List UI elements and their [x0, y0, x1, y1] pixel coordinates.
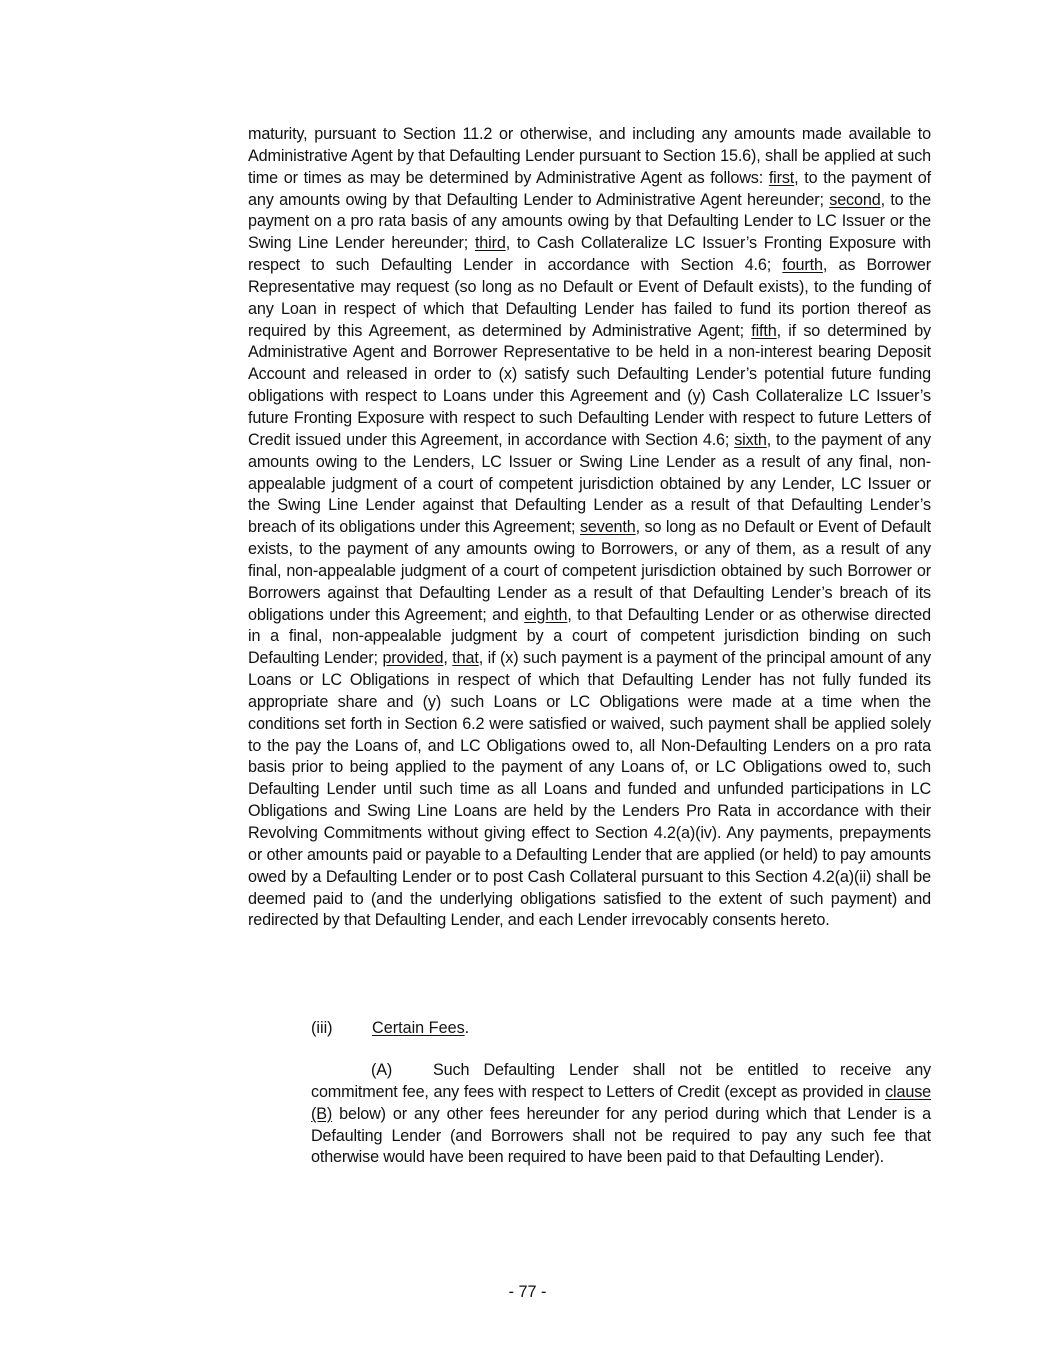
term-fourth: fourth: [782, 256, 823, 275]
body-paragraph: maturity, pursuant to Section 11.2 or otherwise, and including any amounts made available to Administrative Agent by that Defaulting Lender pursuant to Section 15.6), shall be applied at such time or times as may be determined by Administrative Agent as follows: first, to the payment of any amounts owing by that Defaulting Lender to Administrative Agent hereunder; second, to the payment on a pro rata basis of any amounts owing by that Defaulting Lender to LC Issuer or the Swing Line Lender hereunder; third, to Cash Collateralize LC Issuer’s Fronting Exposure with respect to such Defaulting Lender in accordance with Section 4.6; fourth, as Borrower Representative may request (so long as no Default or Event of Default exists), to the funding of any Loan in respect of which that Defaulting Lender has failed to fund its portion thereof as required by this Agreement, as determined by Administrative Agent; fifth, if so determined by Administrative Agent and Borrower Representative to be held in a non-interest bearing Deposit Account and released in order to (x) satisfy such Defaulting Lender’s potential future funding obligations with respect to Loans under this Agreement and (y) Cash Collateralize LC Issuer’s future Fronting Exposure with respect to such Defaulting Lender with respect to future Letters of Credit issued under this Agreement, in accordance with Section 4.6; sixth, to the payment of any amounts owing to the Lenders, LC Issuer or Swing Line Lender as a result of any final, non-appealable judgment of a court of competent jurisdiction obtained by any Lender, LC Issuer or the Swing Line Lender against that Defaulting Lender as a result of that Defaulting Lender’s breach of its obligations under this Agreement; seventh, so long as no Default or Event of Default exists, to the payment of any amounts owing to Borrowers, or any of them, as a result of any final, non-appealable judgment of a court of competent jurisdiction obtained by such Borrower or Borrowers against that Defaulting Lender as a result of that Defaulting Lender’s breach of its obligations under this Agreement; and eighth, to that Defaulting Lender or as otherwise directed in a final, non-appealable judgment by a court of competent jurisdiction binding on such Defaulting Lender; provided, that, if (x) such payment is a payment of the principal amount of any Loans or LC Obligations in respect of which that Defaulting Lender has not fully funded its appropriate share and (y) such Loans or LC Obligations were made at a time when the conditions set forth in Section 6.2 were satisfied or waived, such payment shall be applied solely to the pay the Loans of, and LC Obligations owed to, all Non-Defaulting Lenders on a pro rata basis prior to being applied to the payment of any Loans of, or LC Obligations owed to, such Defaulting Lender until such time as all Loans and funded and unfunded participations in LC Obligations and Swing Line Loans are held by the Lenders Pro Rata in accordance with their Revolving Commitments without giving effect to Section 4.2(a)(iv). Any payments, prepayments or other amounts paid or payable to a Defaulting Lender that are applied (or held) to pay amounts owed by a Defaulting Lender or to post Cash Collateral pursuant to this Section 4.2(a)(ii) shall be deemed paid to (and the underlying obligations satisfied to the extent of such payment) and redirected by that Defaulting Lender, and each Lender irrevocably consents hereto.: [248, 125, 931, 930]
term-eighth: eighth: [524, 605, 568, 624]
term-that: that: [452, 649, 479, 668]
term-sixth: sixth: [734, 430, 767, 449]
term-provided: provided: [382, 649, 444, 668]
subsection-heading: (iii) Certain Fees.: [311, 1018, 469, 1040]
page-number: - 77 -: [508, 1283, 547, 1301]
clause-a-label: (A): [371, 1061, 393, 1079]
clause-a-paragraph: (A) Such Defaulting Lender shall not be entitled to receive any commitment fee, any fees with respect to Letters of Credit (except as provided in clause (B) below) or any other fees hereunder for any period during which that Lender is a Defaulting Lender (and Borrowers shall not be required to pay any such fee that otherwise would have been required to have been paid to that Defaulting Lender).: [311, 1061, 931, 1167]
subsection-number: (iii): [311, 1019, 333, 1037]
term-first: first: [768, 168, 795, 187]
subsection-title: Certain Fees: [372, 1019, 465, 1037]
clause-b-reference: clause (B): [311, 1082, 931, 1123]
term-third: third: [474, 234, 506, 253]
term-fifth: fifth: [751, 321, 777, 340]
term-seventh: seventh: [579, 518, 636, 537]
term-second: second: [829, 190, 881, 209]
